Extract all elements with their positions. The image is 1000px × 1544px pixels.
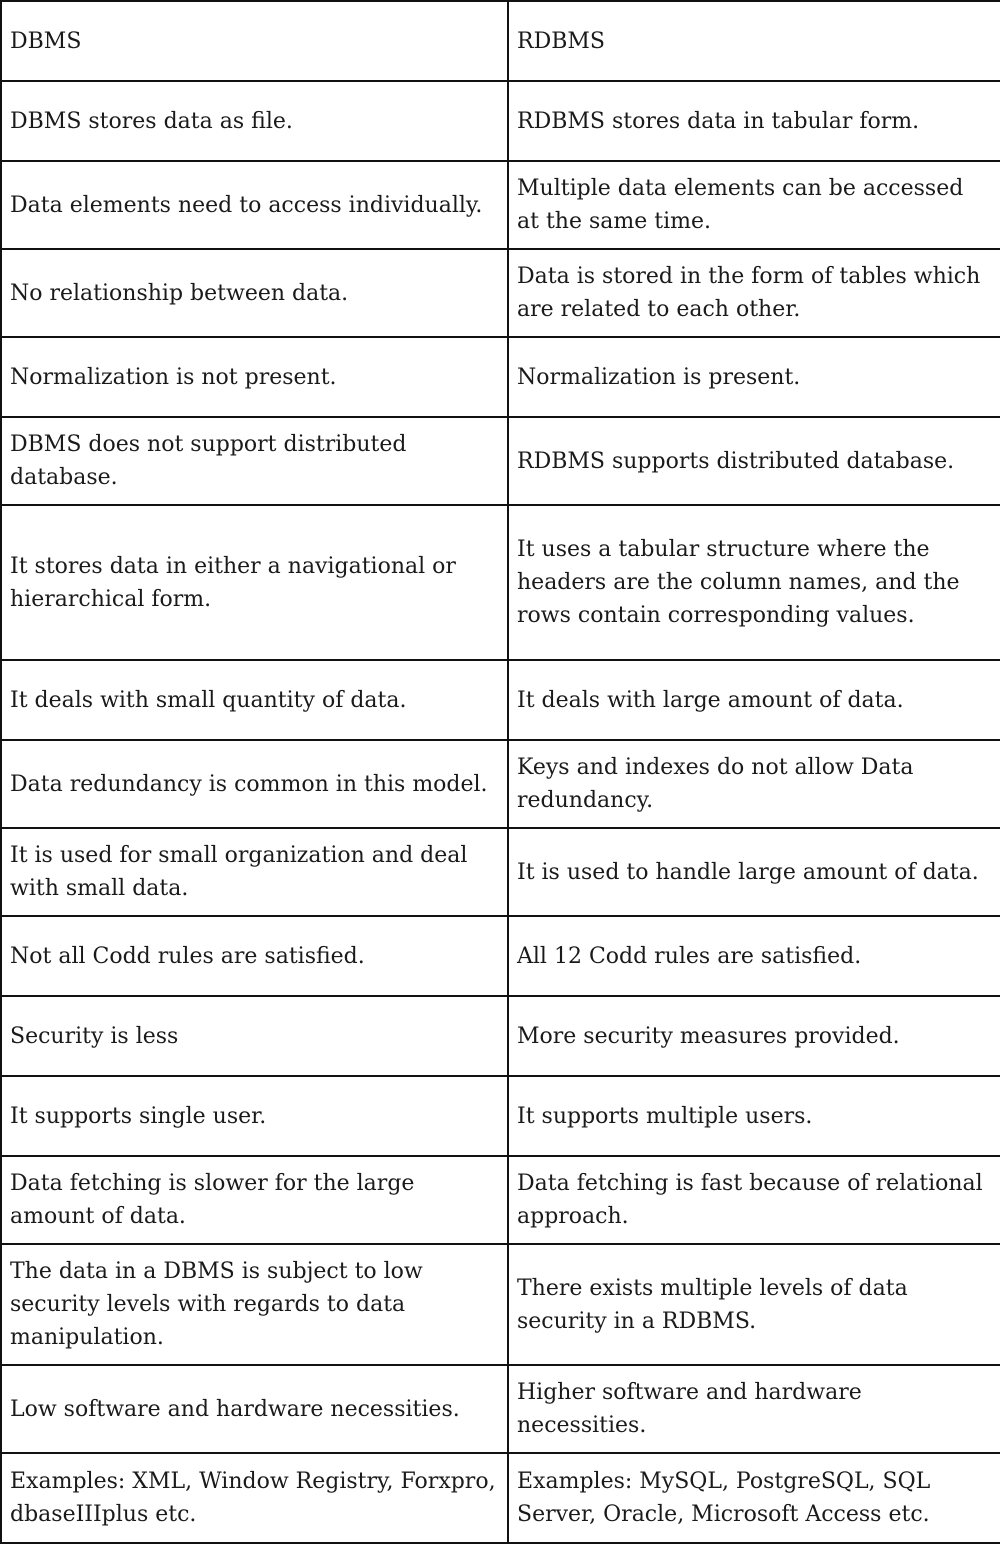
rdbms-cell-text: All 12 Codd rules are satisfied. [517, 943, 862, 969]
rdbms-cell [508, 1365, 1000, 1453]
column-header-rdbms-text: RDBMS [517, 28, 605, 54]
table-row [1, 1076, 1000, 1156]
dbms-cell [1, 1365, 508, 1453]
rdbms-cell [508, 916, 1000, 996]
table-header-row [1, 1, 1000, 81]
dbms-cell [1, 916, 508, 996]
rdbms-cell [508, 249, 1000, 337]
column-header-rdbms [508, 1, 1000, 81]
dbms-cell [1, 161, 508, 249]
dbms-cell [1, 337, 508, 417]
dbms-cell-text: It deals with small quantity of data. [10, 687, 407, 713]
dbms-cell-text: No relationship between data. [10, 280, 349, 306]
rdbms-cell [508, 505, 1000, 660]
dbms-cell [1, 1244, 508, 1365]
table-row [1, 249, 1000, 337]
rdbms-cell [508, 337, 1000, 417]
dbms-cell-text: DBMS does not support distributed database. [10, 432, 407, 490]
dbms-cell-text: Examples: XML, Window Registry, Forxpro, dbaseIIIplus etc. [10, 1469, 496, 1527]
rdbms-cell [508, 660, 1000, 740]
table-row [1, 417, 1000, 505]
table-row [1, 81, 1000, 161]
rdbms-cell [508, 740, 1000, 828]
rdbms-cell [508, 828, 1000, 916]
dbms-cell [1, 660, 508, 740]
rdbms-cell [508, 1244, 1000, 1365]
rdbms-cell-text: It deals with large amount of data. [517, 687, 904, 713]
table-row [1, 505, 1000, 660]
rdbms-cell-text: Higher software and hardware necessities. [517, 1380, 862, 1438]
rdbms-cell-text: RDBMS supports distributed database. [517, 448, 955, 474]
rdbms-cell [508, 996, 1000, 1076]
dbms-cell [1, 505, 508, 660]
rdbms-cell-text: More security measures provided. [517, 1023, 900, 1049]
rdbms-cell-text: Normalization is present. [517, 364, 801, 390]
rdbms-cell-text: Data fetching is fast because of relational approach. [517, 1171, 983, 1229]
dbms-cell-text: Data redundancy is common in this model. [10, 771, 488, 797]
dbms-cell [1, 81, 508, 161]
dbms-cell [1, 1453, 508, 1543]
rdbms-cell-text: It is used to handle large amount of data. [517, 859, 979, 885]
rdbms-cell-text: There exists multiple levels of data security in a RDBMS. [517, 1275, 908, 1334]
table-row [1, 1156, 1000, 1244]
column-header-dbms [1, 1, 508, 81]
table-row [1, 1453, 1000, 1543]
dbms-cell [1, 996, 508, 1076]
dbms-cell-text: Normalization is not present. [10, 364, 337, 390]
rdbms-cell-text: It supports multiple users. [517, 1103, 813, 1129]
rdbms-cell [508, 1453, 1000, 1543]
rdbms-cell [508, 1076, 1000, 1156]
table-row [1, 337, 1000, 417]
rdbms-cell [508, 417, 1000, 505]
table-row [1, 1244, 1000, 1365]
column-header-dbms-text: DBMS [10, 28, 82, 54]
dbms-cell [1, 740, 508, 828]
table-row [1, 1365, 1000, 1453]
table-row [1, 828, 1000, 916]
rdbms-cell-text: It uses a tabular structure where the headers are the column names, and the rows contain corresponding values. [517, 537, 960, 628]
table-row [1, 740, 1000, 828]
rdbms-cell-text: Examples: MySQL, PostgreSQL, SQL Server, Oracle, Microsoft Access etc. [517, 1469, 931, 1527]
table-row [1, 996, 1000, 1076]
dbms-cell [1, 1156, 508, 1244]
table-row [1, 916, 1000, 996]
rdbms-cell [508, 1156, 1000, 1244]
rdbms-cell-text: Multiple data elements can be accessed at the same time. [517, 176, 964, 234]
dbms-cell-text: The data in a DBMS is subject to low security levels with regards to data manipulation. [10, 1259, 423, 1350]
dbms-cell-text: Data fetching is slower for the large amount of data. [10, 1171, 415, 1229]
dbms-cell [1, 417, 508, 505]
dbms-cell-text: Not all Codd rules are satisfied. [10, 943, 365, 969]
dbms-cell-text: It supports single user. [10, 1103, 267, 1129]
rdbms-cell-text: RDBMS stores data in tabular form. [517, 108, 920, 134]
dbms-cell-text: Security is less [10, 1023, 179, 1049]
rdbms-cell [508, 81, 1000, 161]
dbms-cell-text: It is used for small organization and deal with small data. [10, 843, 468, 901]
dbms-cell-text: DBMS stores data as file. [10, 108, 293, 134]
dbms-cell [1, 828, 508, 916]
dbms-cell [1, 249, 508, 337]
table-row [1, 660, 1000, 740]
dbms-cell-text: It stores data in either a navigational or hierarchical form. [10, 553, 456, 612]
rdbms-cell-text: Data is stored in the form of tables which are related to each other. [517, 264, 981, 322]
rdbms-cell [508, 161, 1000, 249]
rdbms-cell-text: Keys and indexes do not allow Data redundancy. [517, 755, 914, 813]
table-row [1, 161, 1000, 249]
dbms-cell [1, 1076, 508, 1156]
dbms-cell-text: Data elements need to access individually. [10, 192, 483, 218]
dbms-cell-text: Low software and hardware necessities. [10, 1396, 460, 1422]
